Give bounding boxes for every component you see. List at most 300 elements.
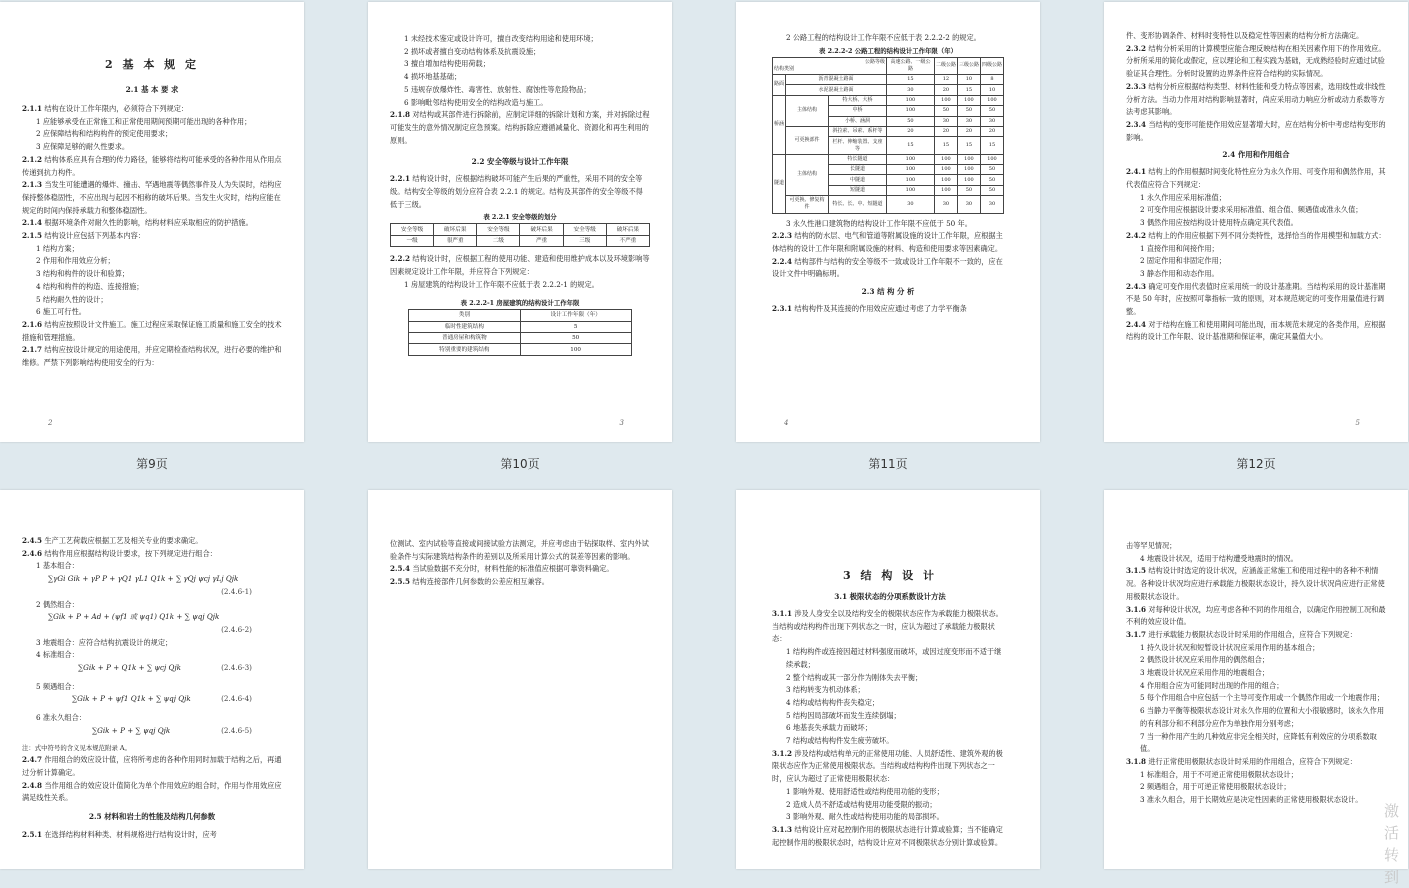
paragraph [772,256,1004,281]
paragraph [390,71,650,84]
page-number: 2 [48,419,53,428]
clause-text: 结构设计时，应根据结构破坏可能产生后果的严重性，采用不同的安全等级。结构安全等级的划分应符合表 2.2.1 的规定。结构及其部件的安全等级不得低于三级。 [390,174,643,209]
table-cell: 100 [934,95,957,105]
clause-number: 2.1.1 [22,104,43,113]
clause-text: 结构上的作用根据时间变化特性应分为永久作用、可变作用和偶然作用，其代表值应符合下列规定： [1126,167,1386,190]
table-row [773,95,1004,105]
page-number: 5 [1355,419,1360,428]
clause-text: 作用组合的效应设计值，应将所考虑的各种作用同时加载于结构之后，再通过分析计算确定。 [22,755,282,777]
clause-text: 对结构或其部件进行拆除前，应制定详细的拆除计划和方案，并对拆除过程可能发生的意外情况制定应急预案。结构拆除应遵循减量化、资源化和再生利用的原则。 [390,110,650,145]
table-cell: 15 [886,75,934,85]
paragraph [1126,166,1386,191]
paragraph [390,538,650,563]
paragraph [1126,756,1386,769]
paragraph [1126,255,1386,268]
table-cell: 30 [886,85,934,95]
clause-text: 1 直接作用和间接作用； [1140,243,1219,253]
clause-text: 结构构件及其连接的作用效应应通过考虑了力学平衡条 [794,304,967,314]
table-cell: 20 [886,126,934,136]
page-body [22,535,282,573]
clause-number: 2.1.6 [22,319,43,329]
table-cell: 长隧道 [828,165,886,175]
clause-number: 2.4.5 [22,536,43,545]
paragraph: 5 频遇组合： [36,681,79,691]
clause-text: 3 偶然作用应按结构设计使用特点确定其代表值。 [1140,218,1298,228]
table-cell: 15 [934,137,957,154]
clause-text: 1 结构构件或连接因超过材料强度而破坏，或因过度变形而不适于继续承载； [786,647,1002,669]
clause-text: 结构体系应具有合理的传力路径，能够将结构可能承受的各种作用从作用点传递到抗力构件。 [22,154,282,177]
table-cell: 栏杆、伸缩装置、支座等 [828,137,886,154]
paragraph [1126,204,1386,217]
table-cell: 50 [957,106,980,116]
clause-number: 3.1.1 [772,609,793,618]
table-cell: 100 [934,185,957,195]
table-cell: 三级 [563,235,606,246]
clause-number: 2.4.4 [1126,319,1147,329]
clause-text: 1 持久设计状况和短暂设计状况应采用作用的基本组合； [1140,642,1320,652]
highway-life-table [772,57,1004,214]
clause-text: 结构上的作用应根据下列不同分类特性，选择恰当的作用模型和加载方式： [1148,230,1386,240]
table-cell: 三级公路 [957,57,980,74]
clause-number: 3.1.3 [772,824,793,834]
clause-text: 结构连接部件几何参数的公差应相互兼容。 [412,577,549,587]
table-cell: 10 [980,85,1003,95]
table-row [773,154,1004,164]
table-cell: 50 [980,165,1003,175]
paragraph [772,799,1008,812]
paragraph [772,608,1008,646]
clause-text: 7 当一种作用产生的几种效应非完全相关时，应降低有利效应的分项系数取值。 [1140,731,1377,754]
paragraph [1126,43,1386,81]
table-cell: 临时性建筑结构 [409,321,520,332]
table-cell [773,57,887,74]
table-cell: 100 [957,154,980,164]
paragraph [1126,119,1386,144]
paragraph [22,230,282,243]
page-number: 3 [619,419,624,428]
clause-number: 2.1.8 [390,110,411,120]
paragraph [1126,680,1386,693]
table-caption: 表 2.2.2-2 公路工程的结构设计工作年限（年） [819,46,957,55]
equation-number: (2.4.6-5) [221,725,252,735]
clause-number: 2.1.4 [22,218,43,228]
table-cell: 普通房屋和构筑物 [409,333,520,344]
paragraph [772,735,1008,748]
page-number: 4 [784,419,789,428]
clause-text: 2 固定作用和非固定作用； [1140,256,1226,266]
clause-text: 对每种设计状况，均应考虑各种不同的作用组合，以确定作用控制工况和最不利的效应设计值。 [1126,604,1386,627]
table-cell: 特别重要的建筑结构 [409,344,520,355]
paragraph [22,179,282,217]
table-cell: 50 [980,175,1003,185]
table-cell: 安全等级 [477,224,520,235]
table-cell: 二级 [477,235,520,246]
paragraph [22,829,282,842]
clause-text: 击等罕见情况； [1126,541,1177,550]
table-cell: 小桥、涵洞 [828,116,886,126]
table-caption: 表 2.2.1 安全等级的划分 [483,213,557,222]
clause-text: 4 作用组合应为可能同时出现的作用的组合； [1140,680,1284,690]
clause-number: 2.5.5 [390,577,411,587]
table-cell: 100 [886,106,934,116]
formula: ∑Gik + P + ψf1 Q1k + ∑ ψqj Qjk (2.4.6-4) [22,693,282,706]
table-cell: 30 [980,196,1003,213]
paragraph [22,535,282,548]
clause-text: 当发生可能遭遇的爆炸、撞击、罕遇地震等偶然事件及人为失误时，结构应保持整体稳固性，不应出现与起因不相称的破坏后果。当发生火灾时，结构应能在规定的时间内保持承载力和整体稳固性。 [22,180,282,215]
table-row [773,75,1004,85]
paragraph [772,697,1008,710]
table-cell: 10 [957,75,980,85]
table-cell: 中桥 [828,106,886,116]
table-cell: 100 [886,185,934,195]
safety-grade-table [390,223,650,247]
table-cell: 短隧道 [828,185,886,195]
table-cell: 100 [886,175,934,185]
clause-number: 2.4.1 [1126,167,1147,177]
paragraph [1126,604,1386,629]
table-row [773,196,1004,213]
clause-text: 1 基本组合： [36,561,79,571]
table-cell: 沥青混凝土路面 [786,75,887,85]
table-cell: 100 [957,165,980,175]
clause-number: 2.4.8 [22,780,43,790]
page-body [22,754,282,805]
section-title: 2.4 作用和作用组合 [1222,150,1290,160]
clause-number: 2.4.3 [1126,281,1147,291]
table-cell: 50 [520,333,631,344]
clause-number: 3.1.5 [1126,566,1147,576]
clause-text: 6 影响毗邻结构使用安全的结构改造与施工。 [404,97,548,107]
clause-number: 2.3.1 [772,304,793,314]
clause-text: 结构设计时，应根据工程的使用功能、建造和使用维护成本以及环境影响等因素规定设计工作年限，并应符合下列规定： [390,254,650,276]
clause-text: 3 永久性港口建筑物的结构设计工作年限不应低于 50 年。 [786,218,972,228]
paragraph [1126,192,1386,205]
table-cell: 50 [957,185,980,195]
clause-number: 2.3.2 [1126,43,1147,53]
table-cell: 50 [980,185,1003,195]
page-label-11[interactable]: 第11页 [868,457,908,471]
clause-text: 6 当静力平衡等极限状态设计对永久作用的位置和大小很敏感时，该永久作用的有利部分和不利部分应作为单独作用分别考虑； [1140,706,1385,728]
table-cell: 四级公路 [980,57,1003,74]
page-9[interactable] [0,2,304,442]
paragraph [390,58,650,71]
paragraph [1126,794,1386,807]
clause-number: 3.1.8 [1126,756,1147,766]
paragraph [772,748,1008,786]
clause-number: 2.5.4 [390,564,411,574]
page-15[interactable] [736,490,1040,869]
clause-text: 件、变形协调条件、材料时变特性以及稳定性等因素的结构分析方法确定。 [1126,31,1364,40]
formula [22,586,282,599]
activation-watermark: 激活 转到 [1384,802,1400,886]
paragraph [1126,629,1386,642]
formula: ∑Gik + P + ∑ ψqj Qjk (2.4.6-5) [22,725,282,738]
section-title: 2.1 基 本 要 求 [125,85,179,94]
paragraph [1126,217,1386,230]
page-body [390,173,650,211]
table-row [409,333,632,344]
paragraph [22,243,282,256]
paragraph [1126,565,1386,603]
page-label-9[interactable]: 第9页 [136,457,168,471]
table-cell: 12 [934,75,957,85]
page-label-10[interactable]: 第10页 [500,457,540,471]
table-cell: 破坏后果 [520,224,563,235]
clause-text: 1 永久作用应采用标准值； [1140,192,1226,202]
column-header: 公路等级 [864,58,885,65]
paragraph [22,780,282,805]
clause-number: 2.4.6 [22,548,43,558]
table-cell: 100 [980,95,1003,105]
section-title: 2.5 材料和岩土的性能及结构几何参数 [88,812,216,822]
clause-text: 结构应按照设计文件施工。施工过程应采取保证施工质量和施工安全的技术措施和管理措施。 [22,319,282,342]
equation-number: (2.4.6-1) [221,586,252,596]
chapter-title: 2 基 本 规 定 [105,58,199,71]
clause-text: 当试验数据不充分时，材料性能的标准值应根据可靠资料确定。 [412,564,614,574]
table-cell: 15 [886,137,934,154]
paragraph [390,576,650,589]
formula: ∑Gik + P + Ad + (ψf1 或 ψq1) Q1k + ∑ ψqj Qjk [48,612,220,622]
table-cell: 桥涵 [773,95,786,154]
table-cell: 特长隧道 [828,154,886,164]
table-cell: 特长、长、中、短隧道 [828,196,886,213]
table-cell: 100 [934,175,957,185]
paragraph [22,116,282,129]
paragraph [1126,319,1386,344]
page-label-12[interactable]: 第12页 [1236,457,1276,471]
clause-text: 3 应保障足够的耐久性要求。 [36,142,130,152]
table-cell: 高速公路、一级公路 [886,57,934,74]
table-cell: 破坏后果 [606,224,649,235]
clause-text: 2 整个结构或其一部分作为刚体失去平衡； [786,672,923,682]
paragraph [1126,692,1386,705]
clause-text: 3 地震设计状况应采用作用的地震组合； [1140,668,1270,678]
table-cell: 5 [520,321,631,332]
table-cell: 很严重 [434,235,477,246]
table-cell: 不严重 [606,235,649,246]
table-cell: 20 [934,85,957,95]
clause-text: 3 擅自增加结构使用荷载； [404,59,490,69]
formula: ∑Gik + P + Q1k + ∑ ψcj Qjk (2.4.6-3) [22,662,282,675]
clause-number: 3.1.6 [1126,604,1147,614]
paragraph [22,255,282,268]
page-10[interactable] [368,2,672,442]
clause-text: 对于结构在施工和使用期间可能出现，而本规范未规定的各类作用，应根据结构的设计工作年限、设计基准期和保证率，确定其量值大小。 [1126,319,1386,342]
table-cell: 100 [980,154,1003,164]
table-cell: 15 [957,137,980,154]
clause-number: 2.2.4 [772,256,793,266]
clause-number: 2.2.1 [390,174,411,184]
paragraph [772,684,1008,697]
paragraph [1126,705,1386,730]
paragraph [772,824,1008,849]
paragraph [22,154,282,179]
table-cell: 水泥混凝土路面 [786,85,887,95]
paragraph [390,84,650,97]
clause-text: 4 损坏地基基础； [404,72,462,82]
paragraph [22,548,282,561]
paragraph: 3 地震组合：应符合结构抗震设计的规定； [36,637,173,647]
page-body [390,538,650,589]
clause-text: 结构分析采用的计算模型应能合理反映结构在相关因素作用下的作用效应。分析所采用的简化或假定，应以理论和工程实践为基础，无成熟经验时应通过试验验证其合理性。分析时设置的边界条件应符合结构的实际情况。 [1126,43,1386,79]
page-11[interactable] [736,2,1040,442]
table-cell: 15 [980,137,1003,154]
section-title: 3.1 极限状态的分项系数设计方法 [834,592,946,601]
paragraph [1126,781,1386,794]
table-cell: 100 [886,154,934,164]
paragraph [1126,30,1386,43]
paragraph [22,103,282,116]
clause-number: 3.1.7 [1126,629,1147,639]
paragraph [772,672,1008,685]
paragraph [772,722,1008,735]
clause-text: 2 应保障结构和结构构件的预定使用要求； [36,129,173,139]
clause-text: 5 每个作用组合中应包括一个主导可变作用或一个偶然作用或一个地震作用； [1140,693,1385,703]
table-cell: 100 [520,344,631,355]
clause-number: 2.4.2 [1126,230,1147,240]
table-cell: 100 [886,165,934,175]
clause-text: 结构应按设计规定的用途使用，并应定期检查结构状况，进行必要的维护和维修。严禁下列影响结构使用安全的行为： [22,345,282,368]
clause-text: 3 结构转变为机动体系； [786,685,865,695]
table-cell: 隧道 [773,154,786,213]
clause-number: 2.2.3 [772,231,793,241]
table-cell: 50 [934,106,957,116]
paragraph [390,46,650,59]
clause-text: 3 静态作用和动态作用。 [1140,268,1219,278]
table-cell: 斜拉索、吊索、系杆等 [828,126,886,136]
table-cell: 100 [886,95,934,105]
paragraph [772,811,1008,824]
clause-text: 结构分析应根据结构类型、材料性能和受力特点等因素，选用线性或非线性分析方法。当动力作用对结构影响显著时，尚应采用动力响应分析或动力系数等方法考虑其影响。 [1126,81,1386,117]
equation-number: (2.4.6-4) [221,694,252,704]
page-body [1126,30,1386,144]
clause-text: 2 偶然设计状况应采用作用的偶然组合； [1140,655,1270,665]
paragraph [772,786,1008,799]
paragraph [1126,553,1386,566]
paragraph [22,268,282,281]
building-life-table [408,309,632,356]
paragraph [772,710,1008,723]
paragraph [390,173,650,211]
clause-text: 1 应能够承受在正常施工和正常使用期间预期可能出现的各种作用； [36,116,252,126]
table-cell: 安全等级 [391,224,434,235]
paragraph [22,128,282,141]
paragraph: 6 准永久组合： [36,713,86,723]
equation-number: (2.4.6-2) [221,624,252,634]
clause-text: 2 频遇组合，用于可逆正常使用极限状态设计； [1140,782,1291,792]
clause-text: 位测试、室内试验等直接或间接试验方法测定，并应考虑由于钻探取样、室内外试验条件与实际建筑结构条件的差别以及所采用计算公式的误差等因素的影响。 [390,539,649,561]
paragraph [22,217,282,230]
page-12[interactable] [1104,2,1408,442]
clause-text: 当结构的变形可能使作用效应显著增大时，应在结构分析中考虑结构变形的影响。 [1126,119,1386,142]
paragraph [1126,81,1386,119]
table-cell: 20 [980,126,1003,136]
table-cell: 严重 [520,235,563,246]
table-cell: 30 [957,196,980,213]
paragraph [390,563,650,576]
clause-text: 结构设计应包括下列基本内容： [44,231,145,241]
paragraph [390,279,650,292]
paragraph [1126,769,1386,782]
clause-text: 1 标准组合，用于不可逆正常使用极限状态设计； [1140,769,1298,779]
paragraph [1126,230,1386,243]
paragraph [1126,540,1386,553]
paragraph [22,306,282,319]
table-caption: 表 2.2.2-1 房屋建筑的结构设计工作年限 [460,299,580,308]
paragraph [772,303,1004,316]
page-body [22,103,282,370]
paragraph [22,560,282,573]
clause-number: 2.1.5 [22,231,43,241]
table-cell: 100 [957,95,980,105]
paragraph: 2 公路工程的结构设计工作年限不应低于表 2.2.2-2 的规定。 [786,33,981,42]
clause-text: 当作用组合的效应设计值简化为单个作用效应的组合时，作用与作用效应应满足线性关系。 [22,780,282,803]
clause-text: 2 作用和作用效应分析； [36,256,115,266]
clause-text: 进行承载能力极限状态设计时采用的作用组合，应符合下列规定： [1148,629,1357,639]
paragraph [1126,731,1386,756]
table-row [773,57,1004,74]
page-13[interactable] [0,490,304,869]
clause-text: 6 地基丧失承载力而破坏； [786,723,872,733]
clause-text: 结构设计时选定的设计状况，应涵盖正常施工和使用过程中的各种不利情况。各种设计状况均应进行承载能力极限状态设计，持久设计状况尚应进行正常使用极限状态设计。 [1126,566,1385,601]
table-cell: 路面 [773,75,786,96]
paragraph [1126,642,1386,655]
table-row [409,310,632,321]
page-14[interactable] [368,490,672,869]
clause-number: 2.1.7 [22,345,43,355]
table-cell: 100 [934,165,957,175]
clause-text: 结构在设计工作年限内，必须符合下列规定： [44,104,189,113]
table-cell: 15 [957,85,980,95]
table-cell: 30 [934,196,957,213]
paragraph [390,109,650,147]
clause-text: 2 造成人员不舒适或结构使用功能受限的振动； [786,799,937,809]
table-cell: 50 [886,116,934,126]
clause-text: 结构的防水层、电气和管道等附属设施的设计工作年限，应根据主体结构的设计工作年限和附属设施的材料、构造和使用要求等因素确定。 [772,231,1003,253]
equation-number: (2.4.6-3) [221,663,252,673]
clause-text: 1 未经技术鉴定或设计许可，擅自改变结构用途和使用环境； [404,34,598,43]
clause-text: 2 损坏或者擅自变动结构体系及抗震设施； [404,46,541,56]
table-row [391,224,650,235]
clause-text: 1 结构方案； [36,243,79,253]
paragraph [1126,243,1386,256]
clause-text: 6 施工可行性。 [36,307,86,317]
clause-text: 结构作用应根据结构设计要求，按下列规定进行组合： [44,548,217,558]
paragraph [772,646,1008,671]
paragraph [22,754,282,779]
clause-text: 生产工艺荷载应根据工艺及相关专业的要求确定。 [44,536,203,545]
paragraph [390,97,650,110]
paragraph [22,344,282,369]
table-cell: 二级公路 [934,57,957,74]
page-body [390,33,650,147]
table-cell: 30 [934,116,957,126]
table-cell: 可更换、修复构件 [786,196,829,213]
clause-text: 2 可变作用应根据设计要求采用标准值、组合值、频遇值或准永久值； [1140,205,1363,215]
note: 注：式中符号的含义见本规范附录 A。 [22,743,131,752]
paragraph [22,294,282,307]
clause-number: 2.3.4 [1126,119,1147,129]
page-16[interactable] [1104,490,1408,869]
clause-text: 确定可变作用代表值时应采用统一的设计基准期。当结构采用的设计基准期不是 50 年时，应按照可靠指标一致的原则，对本规范规定的可变作用量值进行调整。 [1126,281,1386,317]
table-cell: 50 [980,106,1003,116]
table-cell: 设计工作年限（年） [520,310,631,321]
clause-text: 3 影响外观、耐久性或结构使用功能的局部损坏。 [786,812,944,822]
table-cell: 可更换部件 [786,126,829,154]
table-cell: 安全等级 [563,224,606,235]
table-row [773,126,1004,136]
clause-text: 5 违规存放爆炸性、毒害性、放射性、腐蚀性等危险物品； [404,84,591,94]
